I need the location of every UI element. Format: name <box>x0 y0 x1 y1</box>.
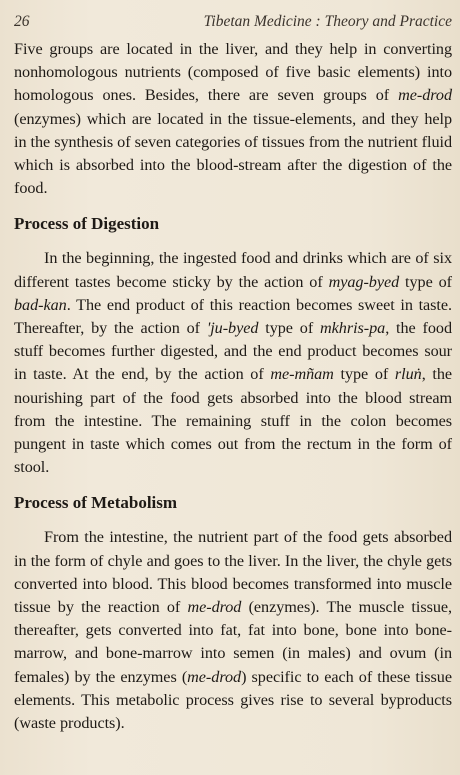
page-number: 26 <box>14 13 30 30</box>
text-run: , the nourishing part of the food gets absorbed into the blood stream from the intestine. The remaining stuff in the colon becomes pungent in taste which comes out from the rectum in the form of stool. <box>14 365 452 477</box>
paragraph-metabolism <box>14 526 452 735</box>
italic-term: me-drod <box>187 667 242 686</box>
italic-term: myag-byed <box>328 272 400 291</box>
text-run: From the intestine, the nutrient part of the food gets absorbed in the form of chyle and goes to the liver. In the liver, the chyle gets converted into blood. This blood becomes transformed into muscle tissue by the reaction of <box>14 528 452 617</box>
text-run: , the food stuff becomes further digested, and the end product becomes sour in taste. At the end, by the action of <box>14 319 453 384</box>
running-title: Tibetan Medicine : Theory and Practice <box>203 13 452 30</box>
text-run: type of <box>258 319 321 338</box>
italic-term: rluṅ <box>394 365 422 384</box>
italic-term: bad-kan <box>14 295 67 314</box>
italic-term: me-mñam <box>270 365 334 384</box>
heading-digestion: Process of Digestion <box>14 214 160 234</box>
running-head <box>14 12 452 32</box>
text-run: type of <box>399 272 452 291</box>
italic-term: 'ju-byed <box>206 319 259 338</box>
text-run: (enzymes). The muscle tissue, thereafter, gets converted into fat, fat into bone, bone into bone-marrow, and bone-marrow into semen (in males) and ovum (in females) by the enzymes ( <box>14 598 452 686</box>
text-run: Five groups are located in the liver, and they help in converting nonhomologous nutrients (composed of five basic elements) into homologous ones. Besides, there are seven groups of <box>14 40 452 105</box>
italic-term: me-drod <box>187 598 242 617</box>
text-run: (enzymes) which are located in the tissue-elements, and they help in the synthesis of seven categories of tissues from the nutrient fluid which is absorbed into the blood-stream after the digestion of the food. <box>14 109 452 198</box>
italic-term: me-drod <box>398 86 452 105</box>
italic-term: mkhris-pa <box>320 319 386 338</box>
paragraph-digestion <box>14 247 452 479</box>
text-run: In the beginning, the ingested food and drinks which are of six different tastes become sticky by the action of <box>14 249 452 291</box>
paragraph-enzymes <box>14 38 452 200</box>
text-run: type of <box>333 365 395 384</box>
text-run: . The end product of this reaction becomes sweet in taste. Thereafter, by the action of <box>14 295 452 338</box>
text-run: ) specific to each of these tissue elements. This metabolic process gives rise to several byproducts (waste products). <box>14 667 452 733</box>
heading-metabolism: Process of Metabolism <box>14 493 178 513</box>
